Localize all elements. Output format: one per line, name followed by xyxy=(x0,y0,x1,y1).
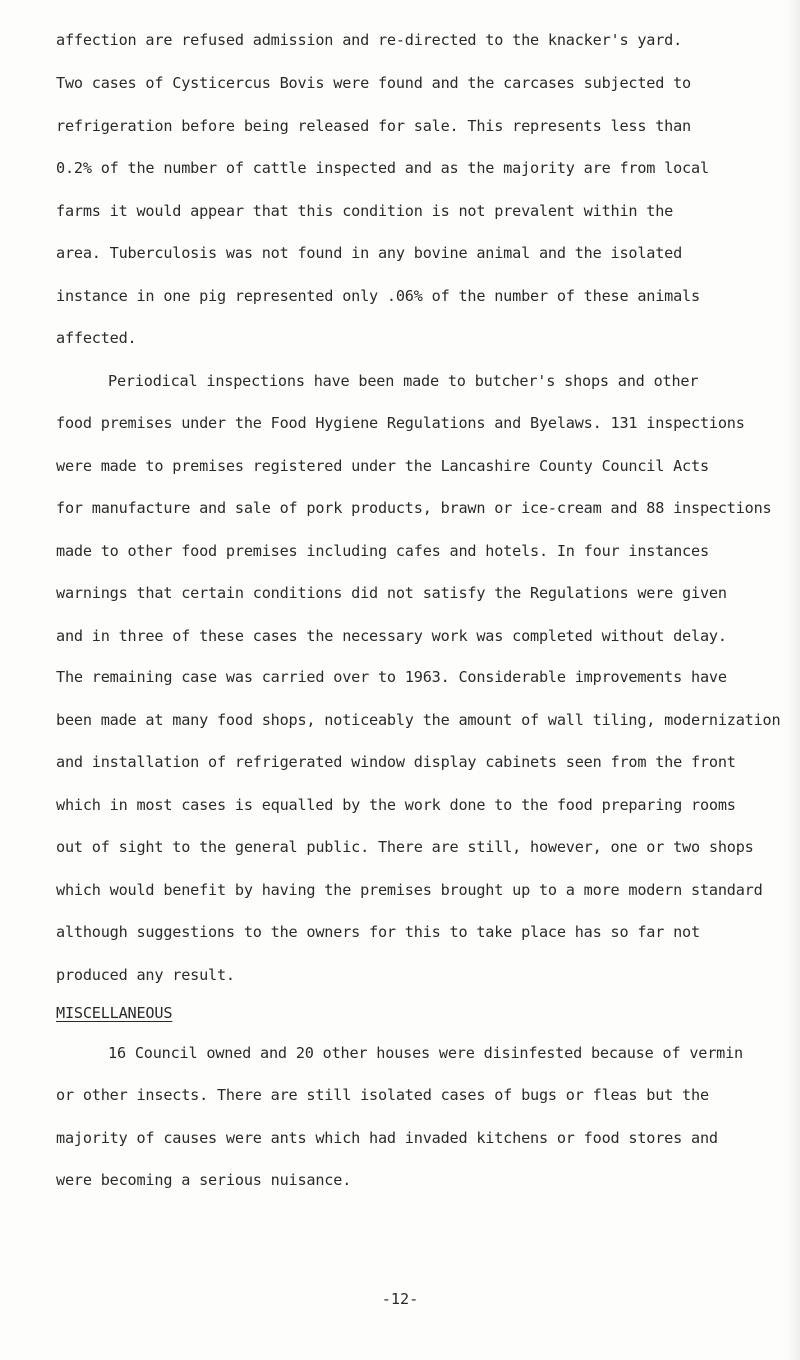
text-line: 16 Council owned and 20 other houses were disinfested because of vermin xyxy=(108,1044,743,1062)
text-line: were made to premises registered under the Lancashire County Council Acts xyxy=(56,457,709,475)
text-line: which would benefit by having the premises brought up to a more modern standard xyxy=(56,881,763,899)
text-line: for manufacture and sale of pork products, brawn or ice-cream and 88 inspections xyxy=(56,499,772,517)
text-line: produced any result. xyxy=(56,966,235,984)
text-line: instance in one pig represented only .06% of the number of these animals xyxy=(56,287,700,305)
text-line: Two cases of Cysticercus Bovis were found and the carcases subjected to xyxy=(56,74,691,92)
text-line: made to other food premises including cafes and hotels. In four instances xyxy=(56,542,709,560)
text-line: affected. xyxy=(56,329,137,347)
text-line: Periodical inspections have been made to butcher's shops and other xyxy=(108,372,699,390)
text-line: warnings that certain conditions did not satisfy the Regulations were given xyxy=(56,584,727,602)
text-line: were becoming a serious nuisance. xyxy=(56,1171,352,1189)
text-line: although suggestions to the owners for this to take place has so far not xyxy=(56,923,700,941)
text-line: out of sight to the general public. There are still, however, one or two shops xyxy=(56,838,754,856)
page-edge-shadow xyxy=(786,0,800,1360)
text-line: area. Tuberculosis was not found in any bovine animal and the isolated xyxy=(56,244,683,262)
text-line: 0.2% of the number of cattle inspected and as the majority are from local xyxy=(56,159,709,177)
text-line: or other insects. There are still isolated cases of bugs or fleas but the xyxy=(56,1086,709,1104)
text-line: and installation of refrigerated window display cabinets seen from the front xyxy=(56,753,736,771)
text-line: refrigeration before being released for sale. This represents less than xyxy=(56,117,691,135)
text-line: which in most cases is equalled by the work done to the food preparing rooms xyxy=(56,796,736,814)
text-line: been made at many food shops, noticeably the amount of wall tiling, modernization xyxy=(56,711,781,729)
text-line: The remaining case was carried over to 1963. Considerable improvements have xyxy=(56,668,727,686)
text-line: farms it would appear that this condition is not prevalent within the xyxy=(56,202,674,220)
text-line: and in three of these cases the necessary work was completed without delay. xyxy=(56,627,727,645)
page-number: -12- xyxy=(381,1290,419,1308)
section-heading: MISCELLANEOUS xyxy=(56,1004,173,1022)
text-line: majority of causes were ants which had invaded kitchens or food stores and xyxy=(56,1129,718,1147)
text-line: food premises under the Food Hygiene Regulations and Byelaws. 131 inspections xyxy=(56,414,745,432)
text-line: affection are refused admission and re-directed to the knacker's yard. xyxy=(56,31,683,49)
